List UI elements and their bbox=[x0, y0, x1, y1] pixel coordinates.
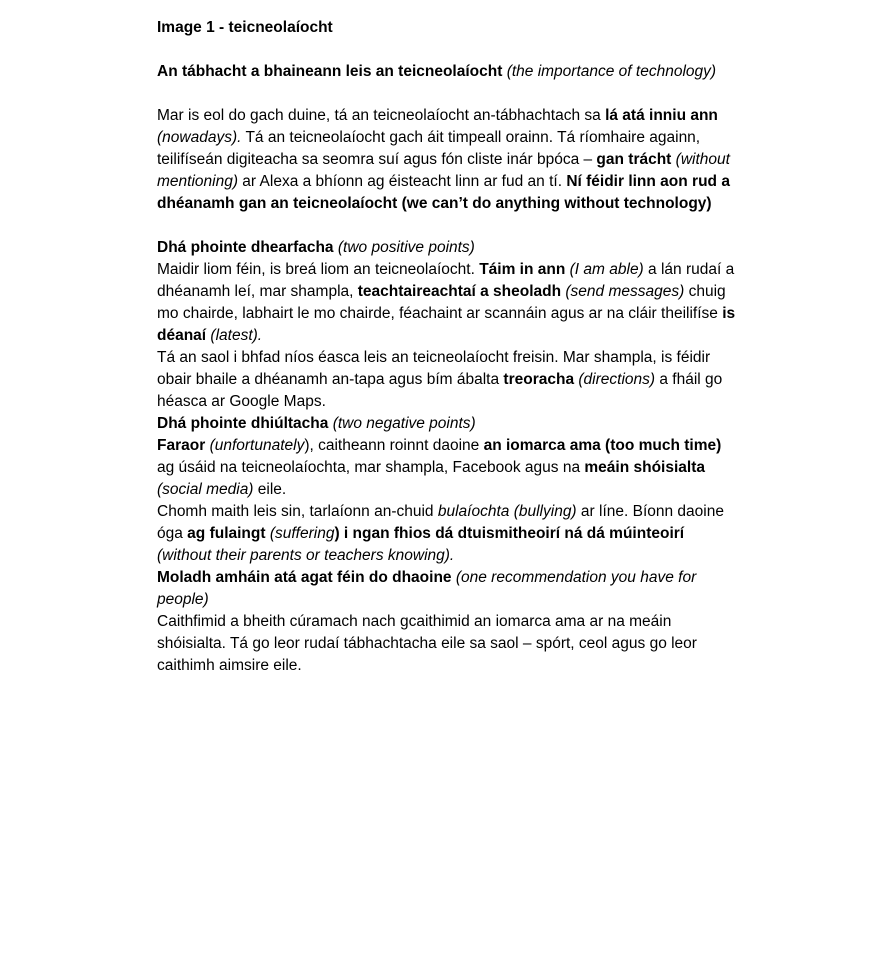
italic-run: (latest). bbox=[210, 327, 263, 344]
text-run: chuig mo chairde, labhairt le mo chairde, féachaint ar scannáin agus ar na cláir theilifíse bbox=[157, 283, 726, 322]
text-run: Mar is eol do gach duine, tá an teicneolaíocht an-tábhachtach sa bbox=[157, 107, 606, 124]
italic-run: (suffering bbox=[269, 525, 335, 542]
positive-paragraph-1 bbox=[157, 259, 742, 347]
italic-run: (without mentioning) bbox=[157, 151, 730, 190]
recommendation-paragraph: Caithfimid a bheith cúramach nach gcaithimid an iomarca ama ar na meáin shóisialta. Tá go leor rudaí tábhachtacha eile sa saol – spórt, ceol agus go leor caithimh aimsire eile. bbox=[157, 613, 697, 674]
document-page bbox=[157, 17, 742, 677]
bold-run: treoracha bbox=[503, 371, 575, 388]
bold-run: an iomarca ama (too much time) bbox=[483, 437, 722, 454]
italic-run: (two positive points) bbox=[337, 239, 475, 256]
italic-run: (nowadays). bbox=[157, 129, 242, 146]
section-heading-importance bbox=[157, 61, 742, 83]
italic-run: bulaíochta (bullying) bbox=[437, 503, 577, 520]
italic-run: (unfortunately bbox=[209, 437, 305, 454]
bold-run: ag fulaingt bbox=[187, 525, 266, 542]
positive-paragraph-2 bbox=[157, 347, 742, 413]
text-run: a fháil go héasca ar Google Maps. bbox=[157, 371, 723, 410]
document-title: Image 1 - teicneolaíocht bbox=[157, 19, 333, 36]
bold-run: Dhá phointe dhiúltacha bbox=[157, 415, 329, 432]
bold-run: Táim in ann bbox=[479, 261, 566, 278]
positive-points-heading bbox=[157, 237, 742, 259]
bold-run: Dhá phointe dhearfacha bbox=[157, 239, 334, 256]
bold-run: Moladh amháin atá agat féin do dhaoine bbox=[157, 569, 452, 586]
italic-run: (send messages) bbox=[565, 283, 685, 300]
text-run: ag úsáid na teicneolaíochta, mar shampla, Facebook agus na bbox=[157, 459, 585, 476]
negative-paragraph-2 bbox=[157, 501, 742, 567]
italic-run: (I am able) bbox=[569, 261, 644, 278]
bold-run: gan trácht bbox=[596, 151, 672, 168]
italic-run: (directions) bbox=[578, 371, 656, 388]
bold-run: Ní féidir linn aon rud a dhéanamh gan an teicneolaíocht (we can’t do anything without technology) bbox=[157, 173, 730, 212]
text-run: Tá an saol i bhfad níos éasca leis an teicneolaíocht freisin. Mar shampla, is féidir obair bhaile a dhéanamh an-tapa agus bím ábalta bbox=[157, 349, 711, 388]
text-run: Chomh maith leis sin, tarlaíonn an-chuid bbox=[157, 503, 438, 520]
bold-run: Faraor bbox=[157, 437, 206, 454]
text-run: Maidir liom féin, is breá liom an teicneolaíocht. bbox=[157, 261, 480, 278]
text-run: eile. bbox=[253, 481, 287, 498]
italic-run: (social media) bbox=[157, 481, 254, 498]
heading-bold-text: An tábhacht a bhaineann leis an teicneolaíocht bbox=[157, 63, 503, 80]
text-run: ), caitheann roinnt daoine bbox=[304, 437, 484, 454]
text-run: a lán rudaí a dhéanamh leí, mar shampla, bbox=[157, 261, 735, 300]
intro-paragraph bbox=[157, 105, 742, 215]
italic-run: (one recommendation you have for people) bbox=[157, 569, 697, 608]
italic-run: (two negative points) bbox=[332, 415, 476, 432]
bold-run: teachtaireachtaí a sheoladh bbox=[357, 283, 562, 300]
italic-run: (without their parents or teachers knowing). bbox=[157, 547, 455, 564]
bold-run: is déanaí bbox=[157, 305, 736, 344]
text-run: Tá an teicneolaíocht gach áit timpeall orainn. Tá ríomhaire againn, teilifíseán digiteacha sa seomra suí agus fón cliste inár bpóca – bbox=[157, 129, 701, 168]
text-run: ar líne. Bíonn daoine óga bbox=[157, 503, 724, 542]
heading-italic-text: (the importance of technology) bbox=[506, 63, 717, 80]
bold-run: lá atá inniu ann bbox=[605, 107, 718, 124]
bold-run: ) i ngan fhios dá dtuismitheoirí ná dá múinteoirí bbox=[334, 525, 685, 542]
text-run: ar Alexa a bhíonn ag éisteacht linn ar fud an tí. bbox=[238, 173, 567, 190]
bold-run: meáin shóisialta bbox=[584, 459, 705, 476]
negative-points-heading bbox=[157, 413, 742, 435]
negative-paragraph-1 bbox=[157, 435, 742, 501]
recommendation-heading bbox=[157, 567, 742, 611]
